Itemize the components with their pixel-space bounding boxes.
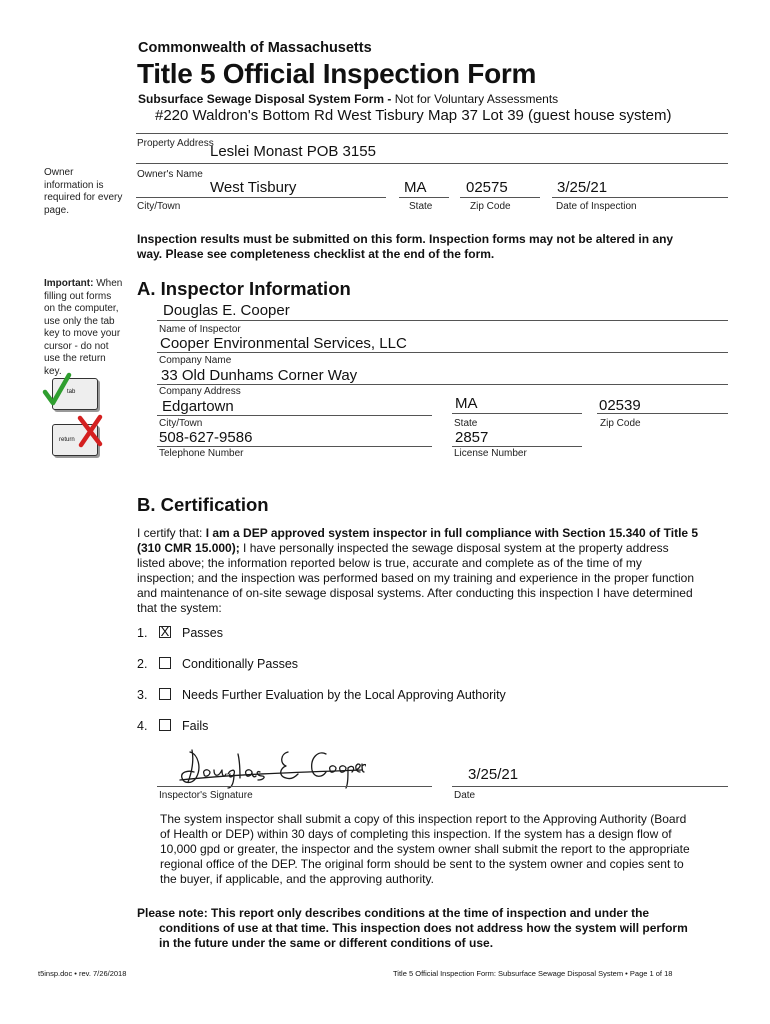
cert-line: that the system: <box>137 601 222 615</box>
company-city-line <box>157 415 432 416</box>
submission-line: The system inspector shall submit a copy of this inspection report to the Approving Authority (Board <box>160 812 687 826</box>
company-name-label: Company Name <box>159 355 232 366</box>
owner-name-line <box>136 163 728 164</box>
important-label: Important: <box>44 278 94 289</box>
company-state-line <box>452 413 582 414</box>
inspector-name-label: Name of Inspector <box>159 324 241 335</box>
owner-zip-line <box>460 197 540 198</box>
owner-zip-label: Zip Code <box>470 201 511 212</box>
company-address-line <box>157 384 728 385</box>
option-number: 3. <box>137 688 148 702</box>
instructions-line: way. Please see completeness checklist at the end of the form. <box>137 246 495 261</box>
property-address-line <box>136 133 728 134</box>
company-address-label: Company Address <box>159 386 241 397</box>
company-city-value[interactable]: Edgartown <box>162 398 234 415</box>
fails-label: Fails <box>182 719 209 733</box>
license-value[interactable]: 2857 <box>455 429 489 446</box>
submission-paragraph <box>160 812 690 887</box>
important-note <box>44 278 122 378</box>
certification-text <box>137 526 698 616</box>
instructions-line: Inspection results must be submitted on this form. Inspection forms may not be altered in any <box>137 232 674 246</box>
submission-line: regional office of the DEP. The original form should be sent to the system owner and copies sent to <box>160 857 684 871</box>
company-zip-label: Zip Code <box>600 418 641 429</box>
cert-line: listed above; the information reported below is true, accurate and complete as of the time of my <box>137 556 642 570</box>
section-a-heading: A. Inspector Information <box>137 278 351 299</box>
green-check-icon <box>42 372 72 406</box>
subtitle-rest: Not for Voluntary Assessments <box>394 92 559 106</box>
passes-checkbox[interactable]: X <box>160 624 170 639</box>
inspection-date-value[interactable]: 3/25/21 <box>557 179 608 196</box>
red-x-icon <box>76 414 104 448</box>
cert-line: inspection; and the inspection was performed based on my training and experience in the proper function <box>137 571 695 585</box>
return-key-label: return <box>59 437 75 443</box>
important-note-line: use only the tab <box>44 315 115 327</box>
cert-line: I certify that: I am a DEP approved system inspector in full compliance with Section 15.340 of Title 5 <box>137 526 699 540</box>
submission-line: 10,000 gpd or greater, the inspector and the system owner shall submit the report to the appropriate <box>160 842 690 856</box>
footer-doc-id: t5insp.doc • rev. 7/26/2018 <box>38 969 127 978</box>
license-label: License Number <box>454 448 527 459</box>
owner-city-label: City/Town <box>137 201 181 212</box>
company-city-label: City/Town <box>159 418 203 429</box>
form-subtitle <box>138 92 558 106</box>
section-b-heading: B. Certification <box>137 494 269 515</box>
owner-info-note <box>44 167 122 217</box>
further-evaluation-checkbox[interactable] <box>159 688 171 700</box>
note-line: in the future under the same or different conditions of use. <box>159 936 494 950</box>
owner-note-line: Owner <box>44 167 74 178</box>
owner-name-label: Owner's Name <box>137 169 203 180</box>
important-note-line: on the computer, <box>44 303 119 314</box>
cert-line: (310 CMR 15.000); I have personally inspected the sewage disposal system at the property address <box>137 541 669 555</box>
option-number: 2. <box>137 657 148 671</box>
important-note-line <box>44 278 122 291</box>
telephone-label: Telephone Number <box>159 448 244 459</box>
please-note <box>137 906 688 951</box>
cert-line: and maintenance of on-site sewage disposal systems. After conducting this inspection I have determined <box>137 586 693 600</box>
owner-note-line: required for every <box>44 192 123 203</box>
option-number: 4. <box>137 719 148 733</box>
company-address-value[interactable]: 33 Old Dunhams Corner Way <box>161 367 358 384</box>
signature-date-line <box>452 786 728 787</box>
owner-city-value[interactable]: West Tisbury <box>210 179 297 196</box>
submission-line: the buyer, if applicable, and the approving authority. <box>160 872 434 886</box>
company-state-value[interactable]: MA <box>455 395 478 412</box>
agency-name: Commonwealth of Massachusetts <box>138 40 372 56</box>
owner-zip-value[interactable]: 02575 <box>466 179 508 196</box>
property-address-value[interactable]: #220 Waldron's Bottom Rd West Tisbury Map 37 Lot 39 (guest house system) <box>155 107 672 124</box>
signature-date-label: Date <box>454 790 476 801</box>
inspection-date-label: Date of Inspection <box>556 201 637 212</box>
option-number: 1. <box>137 626 148 640</box>
owner-name-value[interactable]: Leslei Monast POB 3155 <box>210 143 376 160</box>
fails-checkbox[interactable] <box>159 719 171 731</box>
inspector-signature <box>176 744 366 790</box>
company-zip-line <box>597 413 728 414</box>
company-zip-value[interactable]: 02539 <box>599 397 641 414</box>
conditionally-passes-label: Conditionally Passes <box>182 657 299 671</box>
owner-state-value[interactable]: MA <box>404 179 427 196</box>
owner-note-line: information is <box>44 179 104 191</box>
important-note-line: use the return <box>44 353 106 364</box>
important-note-text: When <box>93 278 123 289</box>
further-evaluation-label: Needs Further Evaluation by the Local Approving Authority <box>182 688 506 702</box>
telephone-line <box>157 446 432 447</box>
owner-state-line <box>399 197 449 198</box>
note-line: Please note: This report only describes conditions at the time of inspection and under the <box>137 906 650 920</box>
company-name-value[interactable]: Cooper Environmental Services, LLC <box>160 335 407 352</box>
inspector-name-value[interactable]: Douglas E. Cooper <box>163 302 290 319</box>
owner-note-line: page. <box>44 204 70 216</box>
subtitle-bold: Subsurface Sewage Disposal System Form - <box>138 92 395 106</box>
submission-instructions <box>137 232 673 261</box>
important-note-line: filling out forms <box>44 290 112 302</box>
form-title: Title 5 Official Inspection Form <box>137 58 537 89</box>
passes-label: Passes <box>182 626 223 640</box>
important-note-line: key to move your <box>44 328 121 339</box>
telephone-value[interactable]: 508-627-9586 <box>159 429 253 446</box>
signature-label: Inspector's Signature <box>159 790 253 801</box>
important-note-line: cursor - do not <box>44 340 109 352</box>
note-line: conditions of use at that time. This inspection does not address how the system will perform <box>159 921 688 935</box>
footer-page-info: Title 5 Official Inspection Form: Subsurface Sewage Disposal System • Page 1 of 18 <box>393 969 673 978</box>
signature-date-value[interactable]: 3/25/21 <box>468 766 519 783</box>
company-name-line <box>157 352 728 353</box>
signature-line <box>157 786 432 787</box>
inspector-name-line <box>157 320 728 321</box>
owner-city-line <box>136 197 386 198</box>
company-state-label: State <box>454 418 478 429</box>
owner-state-label: State <box>409 201 433 212</box>
submission-line: of Health or DEP) within 30 days of completing this inspection. If the system has a design flow of <box>160 827 672 841</box>
important-note-line: key. <box>44 365 62 377</box>
conditionally-passes-checkbox[interactable] <box>159 657 171 669</box>
license-line <box>452 446 582 447</box>
inspection-date-line <box>552 197 728 198</box>
tab-key-label: tab <box>67 389 76 395</box>
property-address-label: Property Address <box>137 138 214 149</box>
